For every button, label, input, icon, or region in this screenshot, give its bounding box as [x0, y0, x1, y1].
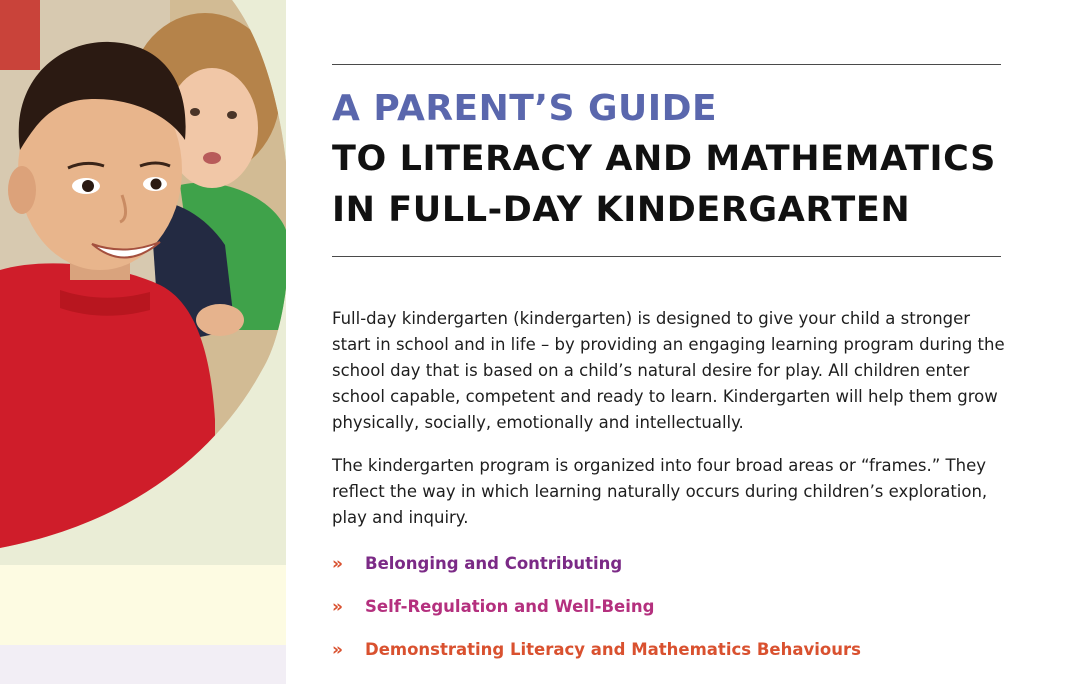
side-band-yellow	[0, 565, 286, 645]
top-divider	[332, 64, 1001, 65]
side-band-lilac	[0, 645, 286, 684]
intro-paragraph: Full-day kindergarten (kindergarten) is designed to give your child a stronger start in school and in life – by providing an engaging learning program during the school day that is based on a child’s natural desire for play. All children enter school capable, competent and ready to learn. Kindergarten will help them grow physically, socially, emotionally and intellectually.	[332, 309, 1005, 432]
title-line-2: TO LITERACY AND MATHEMATICS	[332, 139, 996, 179]
bottom-divider	[332, 256, 1001, 257]
children-photo	[0, 0, 286, 565]
frame-label-literacy-math: Demonstrating Literacy and Mathematics Behaviours	[365, 640, 861, 659]
frame-label-self-regulation: Self-Regulation and Well-Being	[365, 597, 655, 616]
title-line-3: IN FULL-DAY KINDERGARTEN	[332, 190, 911, 230]
chevron-right-icon: »	[332, 597, 343, 617]
chevron-right-icon: »	[332, 640, 343, 660]
chevron-right-icon: »	[332, 554, 343, 574]
frame-label-belonging: Belonging and Contributing	[365, 554, 623, 573]
side-panel	[0, 0, 286, 684]
frames-paragraph: The kindergarten program is organized into four broad areas or “frames.” They reflect the way in which learning naturally occurs during children’s exploration, play and inquiry.	[332, 456, 988, 527]
title-accent-line: A PARENT’S GUIDE	[332, 88, 718, 129]
